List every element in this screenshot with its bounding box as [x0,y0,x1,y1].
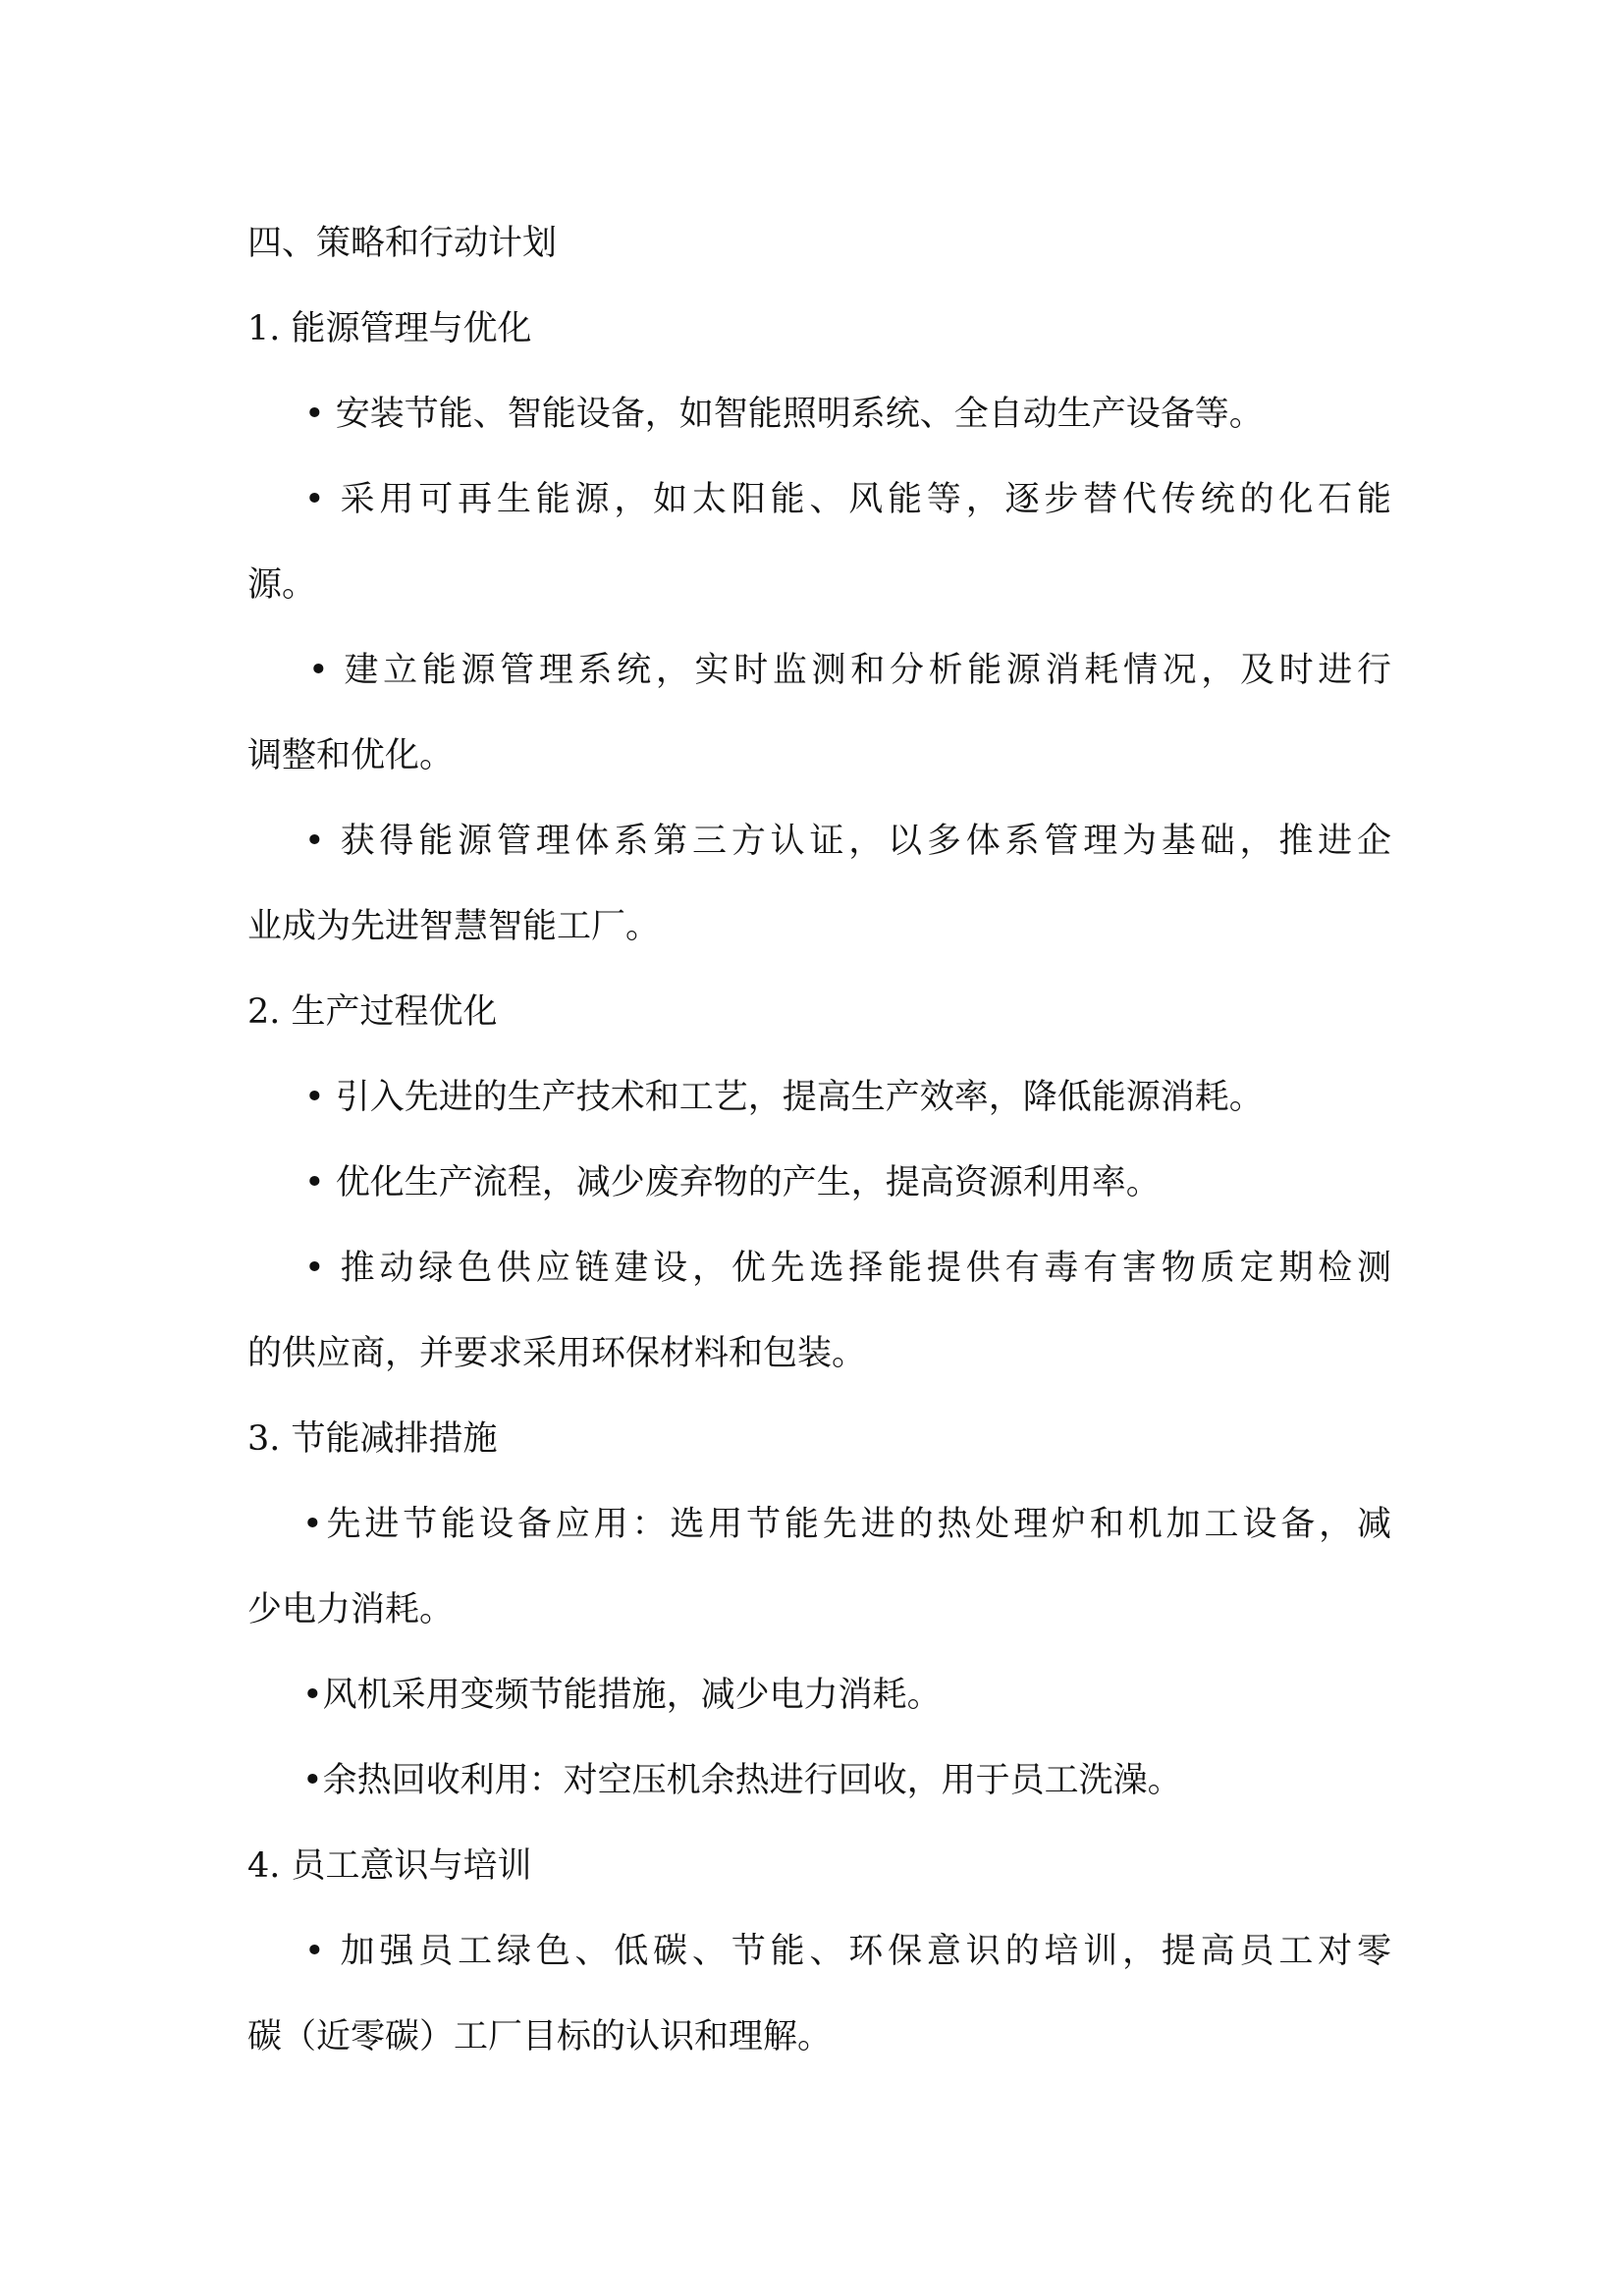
bullet-glyph: • [302,1505,323,1544]
bullet-glyph: • [302,1761,323,1800]
subsection-heading-1: 1. 能源管理与优化 [247,309,532,348]
list-item-text: 引入先进的生产技术和工艺，提高生产效率，降低能源消耗。 [335,1078,1264,1117]
subsection-heading-4: 4. 员工意识与培训 [247,1846,532,1886]
list-item-text: 安装节能、智能设备，如智能照明系统、全自动生产设备等。 [335,395,1264,434]
list-item-continuation: 调整和优化。 [247,736,455,775]
subsection-heading-2: 2. 生产过程优化 [247,992,498,1032]
list-item-text: 优化生产流程，减少废弃物的产生，提高资源利用率。 [335,1163,1161,1202]
list-item-2-2 [304,1161,1391,1204]
list-item-text: 推动绿色供应链建设，优先选择能提供有毒有害物质定期检测 [340,1249,1391,1288]
list-item-1-2 [304,478,1391,521]
list-item-1-1 [304,393,1391,436]
bullet-glyph: • [304,480,325,519]
bullet-glyph: • [304,822,325,861]
bullet-glyph: • [304,1249,325,1288]
bullet-glyph: • [304,395,325,434]
bullet-glyph: • [304,1932,325,1971]
bullet-glyph: • [304,1078,325,1117]
list-item-2-1 [304,1076,1391,1119]
list-item-text: 采用可再生能源，如太阳能、风能等，逐步替代传统的化石能 [340,480,1391,519]
list-item-text: 获得能源管理体系第三方认证，以多体系管理为基础，推进企 [340,822,1391,861]
list-item-continuation: 少电力消耗。 [247,1590,455,1629]
list-item-text: 余热回收利用：对空压机余热进行回收，用于员工洗澡。 [322,1761,1182,1800]
bullet-glyph: • [302,1676,323,1715]
bullet-glyph: • [308,651,329,690]
subsection-heading-3: 3. 节能减排措施 [247,1419,498,1459]
list-item-text: 加强员工绿色、低碳、节能、环保意识的培训，提高员工对零 [340,1932,1391,1971]
list-item-text: 风机采用变频节能措施，减少电力消耗。 [322,1676,942,1715]
list-item-text: 建立能源管理系统，实时监测和分析能源消耗情况，及时进行 [344,651,1391,690]
list-item-4-1 [304,1930,1391,1973]
list-item-3-1 [302,1503,1391,1546]
list-item-1-3 [308,649,1391,692]
list-item-continuation: 业成为先进智慧智能工厂。 [247,907,661,946]
list-item-text: 先进节能设备应用：选用节能先进的热处理炉和机加工设备，减 [322,1505,1391,1544]
list-item-continuation: 的供应商，并要求采用环保材料和包装。 [247,1334,867,1373]
list-item-continuation: 源。 [247,565,317,605]
list-item-3-3 [302,1759,1391,1802]
list-item-2-3 [304,1247,1391,1290]
list-item-continuation: 碳（近零碳）工厂目标的认识和理解。 [247,2017,833,2056]
list-item-3-2 [302,1674,1391,1717]
list-item-1-4 [304,820,1391,863]
bullet-glyph: • [304,1163,325,1202]
section-title: 四、策略和行动计划 [247,224,558,263]
